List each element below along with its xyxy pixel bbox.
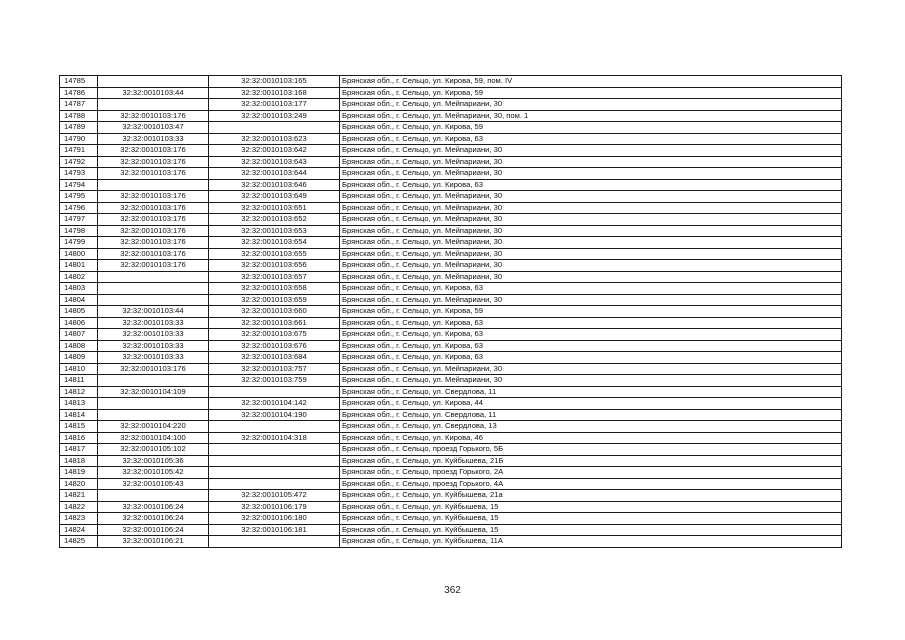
parcel-number-cell: 32:32:0010103:33 xyxy=(98,317,209,329)
object-number-cell: 32:32:0010103:642 xyxy=(209,145,340,157)
object-number-cell: 32:32:0010103:653 xyxy=(209,225,340,237)
object-number-cell: 32:32:0010103:759 xyxy=(209,375,340,387)
table-row xyxy=(60,202,842,214)
address-cell: Брянская обл., г. Сельцо, ул. Кирова, 63 xyxy=(340,179,842,191)
parcel-number-cell xyxy=(98,283,209,295)
parcel-number-cell xyxy=(98,409,209,421)
row-number-cell: 14792 xyxy=(60,156,98,168)
address-cell: Брянская обл., г. Сельцо, ул. Кирова, 63 xyxy=(340,329,842,341)
object-number-cell: 32:32:0010103:651 xyxy=(209,202,340,214)
row-number-cell: 14821 xyxy=(60,490,98,502)
parcel-number-cell: 32:32:0010103:33 xyxy=(98,329,209,341)
parcel-number-cell: 32:32:0010103:176 xyxy=(98,248,209,260)
object-number-cell: 32:32:0010103:168 xyxy=(209,87,340,99)
address-cell: Брянская обл., г. Сельцо, ул. Куйбышева, 15 xyxy=(340,524,842,536)
parcel-number-cell: 32:32:0010103:176 xyxy=(98,202,209,214)
object-number-cell: 32:32:0010103:249 xyxy=(209,110,340,122)
parcel-number-cell: 32:32:0010103:33 xyxy=(98,352,209,364)
row-number-cell: 14823 xyxy=(60,513,98,525)
table-row xyxy=(60,467,842,479)
row-number-cell: 14804 xyxy=(60,294,98,306)
parcel-number-cell: 32:32:0010103:44 xyxy=(98,306,209,318)
address-cell: Брянская обл., г. Сельцо, ул. Мейпариани, 30 xyxy=(340,294,842,306)
address-cell: Брянская обл., г. Сельцо, ул. Мейпариани, 30 xyxy=(340,363,842,375)
parcel-number-cell xyxy=(98,490,209,502)
object-number-cell xyxy=(209,122,340,134)
address-cell: Брянская обл., г. Сельцо, ул. Кирова, 46 xyxy=(340,432,842,444)
row-number-cell: 14788 xyxy=(60,110,98,122)
object-number-cell xyxy=(209,536,340,548)
table-row xyxy=(60,248,842,260)
object-number-cell: 32:32:0010103:757 xyxy=(209,363,340,375)
object-number-cell: 32:32:0010104:142 xyxy=(209,398,340,410)
object-number-cell: 32:32:0010103:684 xyxy=(209,352,340,364)
table-row xyxy=(60,145,842,157)
parcel-number-cell: 32:32:0010104:220 xyxy=(98,421,209,433)
parcel-number-cell: 32:32:0010105:43 xyxy=(98,478,209,490)
parcel-number-cell: 32:32:0010103:176 xyxy=(98,110,209,122)
row-number-cell: 14801 xyxy=(60,260,98,272)
table-row xyxy=(60,179,842,191)
object-number-cell: 32:32:0010103:646 xyxy=(209,179,340,191)
table-row xyxy=(60,340,842,352)
address-cell: Брянская обл., г. Сельцо, ул. Куйбышева, 11А xyxy=(340,536,842,548)
table-row xyxy=(60,421,842,433)
row-number-cell: 14810 xyxy=(60,363,98,375)
object-number-cell: 32:32:0010103:656 xyxy=(209,260,340,272)
address-cell: Брянская обл., г. Сельцо, ул. Мейпариани, 30 xyxy=(340,271,842,283)
address-cell: Брянская обл., г. Сельцо, ул. Свердлова, 11 xyxy=(340,386,842,398)
parcel-number-cell xyxy=(98,99,209,111)
table-row xyxy=(60,363,842,375)
address-cell: Брянская обл., г. Сельцо, ул. Куйбышева, 21а xyxy=(340,490,842,502)
address-cell: Брянская обл., г. Сельцо, ул. Кирова, 63 xyxy=(340,133,842,145)
parcel-number-cell xyxy=(98,375,209,387)
object-number-cell: 32:32:0010104:190 xyxy=(209,409,340,421)
address-cell: Брянская обл., г. Сельцо, ул. Кирова, 59, пом. IV xyxy=(340,76,842,88)
object-number-cell: 32:32:0010103:643 xyxy=(209,156,340,168)
address-cell: Брянская обл., г. Сельцо, ул. Куйбышева, 15 xyxy=(340,513,842,525)
row-number-cell: 14808 xyxy=(60,340,98,352)
row-number-cell: 14798 xyxy=(60,225,98,237)
table-row xyxy=(60,225,842,237)
table-body xyxy=(60,76,842,548)
object-number-cell: 32:32:0010103:623 xyxy=(209,133,340,145)
cadastral-table xyxy=(59,75,842,548)
table-row xyxy=(60,513,842,525)
address-cell: Брянская обл., г. Сельцо, ул. Мейпариани, 30 xyxy=(340,214,842,226)
parcel-number-cell: 32:32:0010103:176 xyxy=(98,191,209,203)
row-number-cell: 14811 xyxy=(60,375,98,387)
table-row xyxy=(60,386,842,398)
address-cell: Брянская обл., г. Сельцо, ул. Свердлова, 13 xyxy=(340,421,842,433)
table-row xyxy=(60,133,842,145)
row-number-cell: 14797 xyxy=(60,214,98,226)
row-number-cell: 14813 xyxy=(60,398,98,410)
table-row xyxy=(60,110,842,122)
object-number-cell: 32:32:0010106:179 xyxy=(209,501,340,513)
object-number-cell: 32:32:0010103:657 xyxy=(209,271,340,283)
table-row xyxy=(60,352,842,364)
table-row xyxy=(60,283,842,295)
row-number-cell: 14806 xyxy=(60,317,98,329)
row-number-cell: 14825 xyxy=(60,536,98,548)
parcel-number-cell: 32:32:0010103:176 xyxy=(98,260,209,272)
row-number-cell: 14789 xyxy=(60,122,98,134)
table-row xyxy=(60,306,842,318)
row-number-cell: 14785 xyxy=(60,76,98,88)
address-cell: Брянская обл., г. Сельцо, ул. Мейпариани, 30 xyxy=(340,237,842,249)
row-number-cell: 14815 xyxy=(60,421,98,433)
table-row xyxy=(60,444,842,456)
address-cell: Брянская обл., г. Сельцо, проезд Горького, 5Б xyxy=(340,444,842,456)
parcel-number-cell: 32:32:0010103:176 xyxy=(98,145,209,157)
object-number-cell xyxy=(209,478,340,490)
address-cell: Брянская обл., г. Сельцо, ул. Свердлова, 11 xyxy=(340,409,842,421)
address-cell: Брянская обл., г. Сельцо, ул. Кирова, 63 xyxy=(340,340,842,352)
object-number-cell: 32:32:0010103:655 xyxy=(209,248,340,260)
table-row xyxy=(60,317,842,329)
address-cell: Брянская обл., г. Сельцо, ул. Мейпариани, 30, пом. 1 xyxy=(340,110,842,122)
table-row xyxy=(60,432,842,444)
parcel-number-cell: 32:32:0010104:109 xyxy=(98,386,209,398)
object-number-cell xyxy=(209,467,340,479)
row-number-cell: 14800 xyxy=(60,248,98,260)
parcel-number-cell: 32:32:0010103:176 xyxy=(98,168,209,180)
table-row xyxy=(60,271,842,283)
address-cell: Брянская обл., г. Сельцо, ул. Мейпариани, 30 xyxy=(340,248,842,260)
parcel-number-cell: 32:32:0010103:176 xyxy=(98,225,209,237)
table-row xyxy=(60,260,842,272)
object-number-cell: 32:32:0010103:658 xyxy=(209,283,340,295)
object-number-cell: 32:32:0010104:318 xyxy=(209,432,340,444)
address-cell: Брянская обл., г. Сельцо, ул. Кирова, 63 xyxy=(340,317,842,329)
page-number: 362 xyxy=(444,585,461,596)
table-row xyxy=(60,409,842,421)
table-row xyxy=(60,76,842,88)
table-row xyxy=(60,122,842,134)
parcel-number-cell: 32:32:0010106:24 xyxy=(98,501,209,513)
row-number-cell: 14796 xyxy=(60,202,98,214)
table-row xyxy=(60,490,842,502)
object-number-cell: 32:32:0010103:652 xyxy=(209,214,340,226)
address-cell: Брянская обл., г. Сельцо, ул. Мейпариани, 30 xyxy=(340,260,842,272)
parcel-number-cell: 32:32:0010106:24 xyxy=(98,513,209,525)
row-number-cell: 14809 xyxy=(60,352,98,364)
object-number-cell: 32:32:0010105:472 xyxy=(209,490,340,502)
row-number-cell: 14819 xyxy=(60,467,98,479)
parcel-number-cell: 32:32:0010103:33 xyxy=(98,133,209,145)
table-row xyxy=(60,536,842,548)
object-number-cell: 32:32:0010103:661 xyxy=(209,317,340,329)
parcel-number-cell xyxy=(98,398,209,410)
table-row xyxy=(60,99,842,111)
object-number-cell: 32:32:0010103:654 xyxy=(209,237,340,249)
row-number-cell: 14824 xyxy=(60,524,98,536)
object-number-cell: 32:32:0010103:675 xyxy=(209,329,340,341)
address-cell: Брянская обл., г. Сельцо, ул. Кирова, 63 xyxy=(340,283,842,295)
row-number-cell: 14795 xyxy=(60,191,98,203)
parcel-number-cell xyxy=(98,271,209,283)
parcel-number-cell xyxy=(98,76,209,88)
object-number-cell: 32:32:0010103:676 xyxy=(209,340,340,352)
table-row xyxy=(60,524,842,536)
object-number-cell: 32:32:0010103:649 xyxy=(209,191,340,203)
table-row xyxy=(60,87,842,99)
row-number-cell: 14807 xyxy=(60,329,98,341)
row-number-cell: 14817 xyxy=(60,444,98,456)
object-number-cell xyxy=(209,421,340,433)
parcel-number-cell: 32:32:0010104:100 xyxy=(98,432,209,444)
parcel-number-cell: 32:32:0010106:24 xyxy=(98,524,209,536)
address-cell: Брянская обл., г. Сельцо, проезд Горького, 2А xyxy=(340,467,842,479)
address-cell: Брянская обл., г. Сельцо, ул. Кирова, 59 xyxy=(340,306,842,318)
row-number-cell: 14790 xyxy=(60,133,98,145)
row-number-cell: 14786 xyxy=(60,87,98,99)
row-number-cell: 14803 xyxy=(60,283,98,295)
table-row xyxy=(60,191,842,203)
parcel-number-cell xyxy=(98,294,209,306)
parcel-number-cell: 32:32:0010105:102 xyxy=(98,444,209,456)
object-number-cell: 32:32:0010103:177 xyxy=(209,99,340,111)
row-number-cell: 14794 xyxy=(60,179,98,191)
address-cell: Брянская обл., г. Сельцо, ул. Кирова, 44 xyxy=(340,398,842,410)
table-row xyxy=(60,156,842,168)
address-cell: Брянская обл., г. Сельцо, ул. Мейпариани, 30 xyxy=(340,202,842,214)
parcel-number-cell: 32:32:0010106:21 xyxy=(98,536,209,548)
table-row xyxy=(60,455,842,467)
row-number-cell: 14812 xyxy=(60,386,98,398)
row-number-cell: 14818 xyxy=(60,455,98,467)
table-row xyxy=(60,294,842,306)
parcel-number-cell xyxy=(98,179,209,191)
parcel-number-cell: 32:32:0010103:33 xyxy=(98,340,209,352)
object-number-cell xyxy=(209,386,340,398)
address-cell: Брянская обл., г. Сельцо, проезд Горького, 4А xyxy=(340,478,842,490)
parcel-number-cell: 32:32:0010103:176 xyxy=(98,156,209,168)
table-row xyxy=(60,375,842,387)
address-cell: Брянская обл., г. Сельцо, ул. Мейпариани, 30 xyxy=(340,168,842,180)
parcel-number-cell: 32:32:0010105:42 xyxy=(98,467,209,479)
address-cell: Брянская обл., г. Сельцо, ул. Мейпариани, 30 xyxy=(340,156,842,168)
address-cell: Брянская обл., г. Сельцо, ул. Кирова, 59 xyxy=(340,122,842,134)
parcel-number-cell: 32:32:0010105:36 xyxy=(98,455,209,467)
object-number-cell: 32:32:0010106:180 xyxy=(209,513,340,525)
object-number-cell: 32:32:0010103:660 xyxy=(209,306,340,318)
address-cell: Брянская обл., г. Сельцо, ул. Мейпариани, 30 xyxy=(340,375,842,387)
table-row xyxy=(60,214,842,226)
parcel-number-cell: 32:32:0010103:176 xyxy=(98,237,209,249)
address-cell: Брянская обл., г. Сельцо, ул. Кирова, 59 xyxy=(340,87,842,99)
row-number-cell: 14822 xyxy=(60,501,98,513)
object-number-cell: 32:32:0010103:644 xyxy=(209,168,340,180)
address-cell: Брянская обл., г. Сельцо, ул. Мейпариани, 30 xyxy=(340,191,842,203)
table-row xyxy=(60,398,842,410)
parcel-number-cell: 32:32:0010103:47 xyxy=(98,122,209,134)
table-row xyxy=(60,478,842,490)
address-cell: Брянская обл., г. Сельцо, ул. Кирова, 63 xyxy=(340,352,842,364)
address-cell: Брянская обл., г. Сельцо, ул. Мейпариани, 30 xyxy=(340,99,842,111)
object-number-cell: 32:32:0010103:659 xyxy=(209,294,340,306)
table-row xyxy=(60,501,842,513)
row-number-cell: 14791 xyxy=(60,145,98,157)
row-number-cell: 14787 xyxy=(60,99,98,111)
row-number-cell: 14814 xyxy=(60,409,98,421)
parcel-number-cell: 32:32:0010103:44 xyxy=(98,87,209,99)
address-cell: Брянская обл., г. Сельцо, ул. Мейпариани, 30 xyxy=(340,225,842,237)
parcel-number-cell: 32:32:0010103:176 xyxy=(98,363,209,375)
address-cell: Брянская обл., г. Сельцо, ул. Куйбышева, 15 xyxy=(340,501,842,513)
row-number-cell: 14805 xyxy=(60,306,98,318)
table-row xyxy=(60,168,842,180)
object-number-cell: 32:32:0010103:165 xyxy=(209,76,340,88)
row-number-cell: 14802 xyxy=(60,271,98,283)
parcel-number-cell: 32:32:0010103:176 xyxy=(98,214,209,226)
object-number-cell xyxy=(209,455,340,467)
table-row xyxy=(60,237,842,249)
object-number-cell: 32:32:0010106:181 xyxy=(209,524,340,536)
table-row xyxy=(60,329,842,341)
object-number-cell xyxy=(209,444,340,456)
row-number-cell: 14816 xyxy=(60,432,98,444)
row-number-cell: 14799 xyxy=(60,237,98,249)
row-number-cell: 14820 xyxy=(60,478,98,490)
address-cell: Брянская обл., г. Сельцо, ул. Мейпариани, 30 xyxy=(340,145,842,157)
address-cell: Брянская обл., г. Сельцо, ул. Куйбышева, 21Б xyxy=(340,455,842,467)
row-number-cell: 14793 xyxy=(60,168,98,180)
